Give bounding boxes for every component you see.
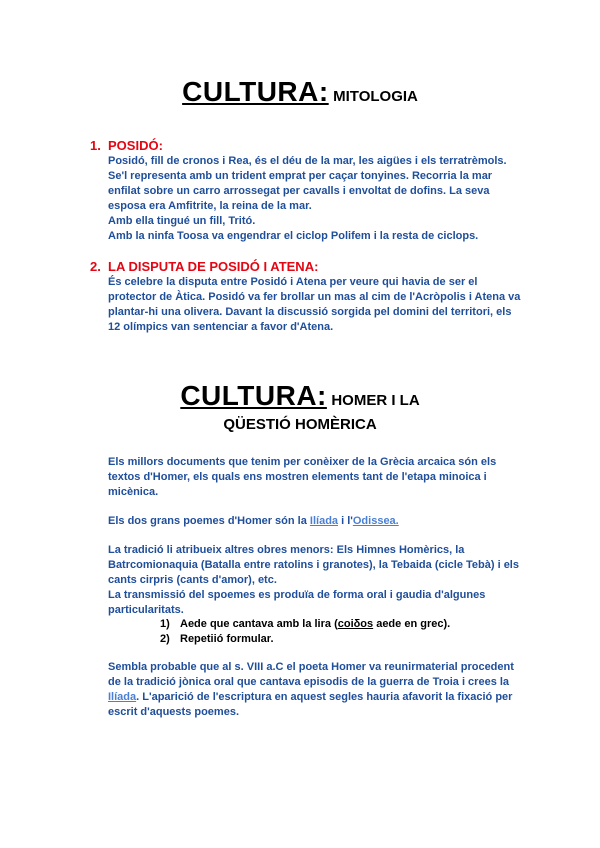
section-title-text-2: LA DISPUTA DE POSIDÓ I ATENA: (108, 259, 319, 274)
list-text: Aede que cantava amb la lira ( (180, 618, 338, 630)
list-number: 2) (160, 633, 170, 645)
paragraph-homer-probable (108, 660, 528, 720)
paragraph-tradicio (108, 543, 528, 618)
text-line: protector de Àtica. Posidó va fer brollar un mas al cim de l'Acròpolis i Atena va (108, 291, 521, 303)
text-line: escrit d'aquests poemes. (108, 706, 240, 718)
section-title-posido (90, 138, 163, 153)
list-text: Repetiió formular. (180, 633, 274, 645)
text-line: de la tradició jònica oral que cantava episodis de la guerra de Troia i crees la (108, 676, 510, 688)
text-line: La transmissió del spoemes es produïa de forma oral i gaudia d'algunes (108, 589, 486, 601)
odissea-link[interactable]: Odissea. (352, 515, 399, 527)
text-line: particularitats. (108, 604, 184, 616)
section-title-disputa (90, 259, 318, 274)
text-line: textos d'Homer, els quals ens mostren elements tant de l'etapa minoica i (108, 471, 487, 483)
text-line: Sembla probable que al s. VIII a.C el poeta Homer va reunirmaterial procedent (108, 661, 514, 673)
section-title-text-1: POSIDÓ: (108, 138, 163, 153)
text-line: Batrcomionaquia (Batalla entre ratolins i granotes), la Tebaida (cicle Tebà) i els (108, 559, 519, 571)
heading-homer (0, 380, 600, 412)
heading-mitologia (0, 76, 600, 108)
paragraph-posido (108, 154, 528, 244)
iliada-link[interactable]: Ilíada (309, 515, 339, 527)
text-line: És celebre la disputa entre Posidó i Atena per veure qui havia de ser el (108, 276, 478, 288)
text-line: 12 olímpics van sentenciar a favor d'Atena. (108, 321, 334, 333)
paragraph-disputa (108, 275, 528, 335)
text-line: esposa era Amfitrite, la reina de la mar. (108, 200, 312, 212)
list-text-underlined: coiδos (337, 618, 374, 630)
text-line: Els millors documents que tenim per conèixer de la Grècia arcaica són els (108, 456, 497, 468)
heading-cultura-1: CULTURA: (182, 76, 329, 107)
iliada-link[interactable]: Ilíada (108, 691, 137, 703)
text-fragment: i l' (338, 515, 353, 527)
text-line: cants cirpris (cants d'amor), etc. (108, 574, 277, 586)
heading-cultura-2: CULTURA: (180, 380, 327, 411)
list-text: aede en grec). (373, 618, 451, 630)
text-fragment: . L'aparició de l'escriptura en aquest segles hauria afavorit la fixació per (136, 691, 513, 703)
text-line: plantar-hi una olivera. Davant la discussió sorgida pel domini del territori, els (108, 306, 512, 318)
text-line: Amb ella tingué un fill, Tritó. (108, 215, 256, 227)
text-line: Amb la ninfa Toosa va engendrar el ciclop Polifem i la resta de ciclops. (108, 230, 479, 242)
text-line: Se'l representa amb un trident emprat per caçar tonyines. Recorria la mar (108, 170, 493, 182)
paragraph-poemes (108, 514, 528, 529)
text-line: La tradició li atribueix altres obres menors: Els Himnes Homèrics, la (108, 544, 465, 556)
list-item (160, 632, 274, 647)
list-item (160, 617, 450, 632)
paragraph-documents (108, 455, 528, 500)
section-number-1: 1. (90, 138, 101, 153)
text-line: Posidó, fill de cronos i Rea, és el déu de la mar, les aigües i els terratrèmols. (108, 155, 507, 167)
list-number: 1) (160, 618, 170, 630)
heading-subject-2: HOMER I LA (331, 392, 420, 409)
heading-subtitle-questio: QÜESTIÓ HOMÈRICA (223, 416, 377, 433)
section-number-2: 2. (90, 259, 101, 274)
text-fragment: Els dos grans poemes d'Homer són la (108, 515, 310, 527)
text-line: micènica. (108, 486, 159, 498)
heading-subject-1: MITOLOGIA (333, 88, 418, 105)
text-line: enfilat sobre un carro arrossegat per cavalls i envoltat de dofins. La seva (108, 185, 490, 197)
